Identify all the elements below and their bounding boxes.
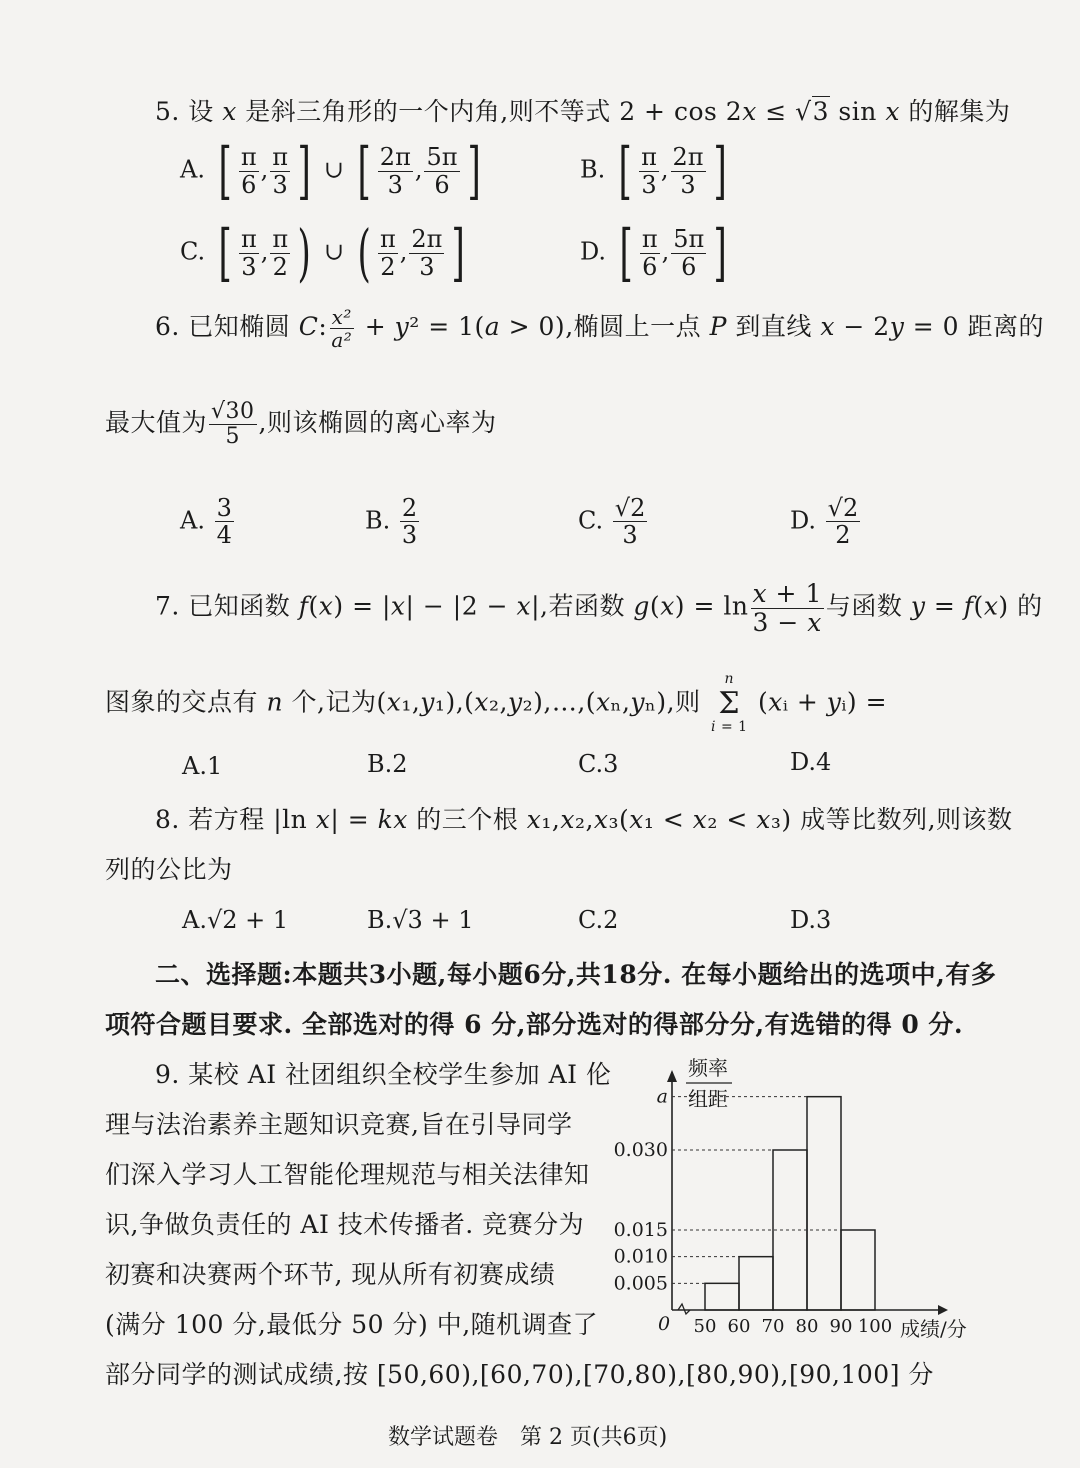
q9-line-4: 识,争做负责任的 AI 技术传播者. 竞赛分为 [105, 1210, 585, 1239]
x-tick-label-4: 80 [795, 1316, 819, 1337]
histogram-bar-5 [841, 1230, 875, 1310]
option-label: D. [580, 237, 607, 266]
q9-line-1: 9. 某校 AI 社团组织全校学生参加 AI 伦 [155, 1060, 612, 1089]
q6-stem-line2: 最大值为 $\frac{√30}{5}$ ,则该椭圆的离心率为 [105, 399, 497, 450]
histogram-bar-1 [705, 1283, 739, 1310]
x-tick-label-6: 100 [857, 1316, 893, 1337]
q8-stem-line1: 8. 若方程 |ln x| = kx 的三个根 x₁,x₂,x₃(x₁ < x₂ < x₃) 成等比数列,则该数 [155, 805, 1013, 834]
option-label: B. [580, 155, 606, 184]
y-tick-label-3: 0.015 [613, 1219, 668, 1241]
x-axis-label: 成绩/分 [900, 1317, 967, 1341]
histogram-bar-4 [807, 1097, 841, 1310]
q5-option-a: A. [ $\frac{\pi}{6}$ , $\frac{\pi}{3}$ ] ∪ [ $\frac{2\pi}{3}$ , $\frac{5\pi}{6}$ ] [180, 134, 481, 207]
q8-option-a: A.√2 + 1 [182, 906, 289, 934]
q7-option-a: A.1 [182, 752, 223, 780]
origin-label: 0 [657, 1313, 671, 1335]
q5-option-c: C. [ $\frac{\pi}{3}$ , $\frac{\pi}{2}$ ) ∪ ( $\frac{\pi}{2}$ , $\frac{2\pi}{3}$ ] [180, 216, 466, 289]
q5-stem: 5. 设 x 是斜三角形的一个内角,则不等式 2 + cos 2x ≤ √3 sin x 的解集为 [155, 97, 1011, 126]
y-axis-label-numerator: 频率 [688, 1056, 728, 1080]
q8-stem-line2: 列的公比为 [105, 855, 233, 884]
q7-stem-line1: 7. 已知函数 f(x) = |x| − |2 − x|,若函数 g(x) = ln $\frac{x + 1}{3 - x}$ 与函数 y = f(x) 的 [155, 579, 1043, 637]
q8-option-d: D.3 [790, 906, 832, 934]
q7-option-c: C.3 [578, 750, 619, 778]
y-axis-arrow [667, 1070, 677, 1082]
y-tick-label-5: a [656, 1085, 668, 1108]
q6-option-b: B. $\frac{2}{3}$ [365, 494, 418, 550]
q6-stem-line1: 6. 已知椭圆 C: $\frac{\text{x²}}{\text{a²}}$ + y² = 1(a > 0),椭圆上一点 P 到直线 x − 2y = 0 距离的 [155, 305, 1045, 352]
q9-line-3: 们深入学习人工智能伦理规范与相关法律知 [105, 1160, 590, 1189]
section2-heading-line1: 二、选择题:本题共3小题,每小题6分,共18分. 在每小题给出的选项中,有多 [155, 960, 997, 989]
q6-option-c: C. $\frac{√2}{3}$ [578, 494, 646, 550]
q8-option-b: B.√3 + 1 [367, 906, 474, 934]
y-axis-label-denominator: 组距 [688, 1087, 728, 1111]
x-tick-label-5: 90 [829, 1316, 853, 1337]
q5-option-d: D. [ $\frac{\pi}{6}$ , $\frac{5\pi}{6}$ ] [580, 216, 728, 289]
histogram-chart [600, 1050, 980, 1350]
x-tick-label-3: 70 [761, 1316, 785, 1337]
x-axis-arrow [938, 1305, 948, 1315]
option-label: C. [180, 237, 206, 266]
y-tick-label-2: 0.010 [613, 1245, 668, 1268]
y-tick-label-4: 0.030 [613, 1139, 668, 1161]
section2-heading-line2: 项符合题目要求. 全部选对的得 6 分,部分选对的得部分分,有选错的得 0 分. [105, 1010, 964, 1039]
q8-option-c: C.2 [578, 906, 619, 934]
q7-option-d: D.4 [790, 748, 832, 776]
q9-line-7: 部分同学的测试成绩,按 [50,60),[60,70),[70,80),[80,90),[90,100] 分 [105, 1360, 934, 1389]
q6-option-d: D. $\frac{√2}{2}$ [790, 494, 859, 550]
q9-line-5: 初赛和决赛两个环节, 现从所有初赛成绩 [105, 1260, 556, 1289]
q6-option-a: A. $\frac{3}{4}$ [180, 494, 232, 550]
y-tick-label-1: 0.005 [613, 1272, 668, 1295]
option-label: A. [180, 155, 205, 184]
histogram-bar-3 [773, 1150, 807, 1310]
q7-stem-line2: 图象的交点有 n 个,记为(x₁,y₁),(x₂,y₂),…,(xₙ,yₙ),则 n Σ i = 1 (xᵢ + yᵢ) = [105, 671, 888, 736]
x-tick-label-1: 50 [693, 1316, 717, 1337]
axis-break [678, 1304, 690, 1314]
q5-option-b: B. [ $\frac{\pi}{3}$ , $\frac{2\pi}{3}$ ] [580, 134, 727, 207]
x-tick-label-2: 60 [727, 1316, 751, 1337]
histogram-bar-2 [739, 1257, 773, 1310]
q7-option-b: B.2 [367, 750, 408, 778]
q9-line-6: (满分 100 分,最低分 50 分) 中,随机调查了 [105, 1310, 599, 1339]
q9-line-2: 理与法治素养主题知识竞赛,旨在引导同学 [105, 1110, 573, 1139]
page-footer: 数学试题卷 第 2 页(共6页) [388, 1425, 668, 1450]
